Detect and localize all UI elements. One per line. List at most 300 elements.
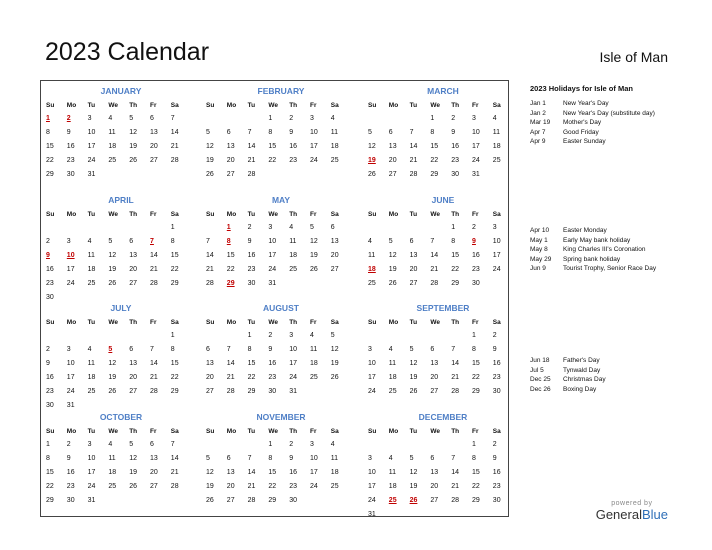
day-cell: 12	[129, 455, 137, 462]
day-cell: 27	[330, 266, 339, 273]
holiday-date: Apr 9	[530, 138, 546, 145]
holiday-name: Good Friday	[563, 128, 599, 136]
day-cell: 1	[170, 332, 175, 339]
day-cell: 1	[268, 441, 273, 448]
day-cell: 4	[289, 224, 294, 231]
day-cell: 20	[206, 374, 214, 381]
day-cell: 23	[492, 374, 501, 381]
weekday-header: Sa	[330, 102, 339, 109]
day-cell: 6	[129, 238, 134, 245]
day-cell: 30	[472, 280, 480, 287]
weekday-header: Su	[368, 211, 377, 218]
weekday-header: Sa	[492, 102, 501, 109]
day-cell: 22	[268, 483, 277, 490]
brand-name	[596, 507, 668, 522]
day-cell: 29	[46, 171, 54, 178]
day-cell: 26	[129, 483, 137, 490]
day-cell: 31	[289, 388, 297, 395]
day-cell: 18	[108, 143, 117, 150]
day-cell: 14	[247, 143, 256, 150]
day-cell: 20	[129, 266, 137, 273]
weekday-header: Su	[46, 211, 55, 218]
day-cell: 9	[492, 455, 497, 462]
day-cell: 20	[330, 252, 339, 259]
day-cell: 28	[150, 280, 158, 287]
day-cell: 24	[87, 483, 96, 490]
day-cell: 1	[46, 441, 50, 448]
weekday-header: Su	[206, 211, 215, 218]
day-cell: 24	[310, 483, 318, 490]
day-cell: 15	[451, 252, 459, 259]
day-cell: 15	[247, 360, 256, 367]
holiday-row	[530, 367, 690, 376]
day-cell: 13	[226, 469, 235, 476]
day-cell: 10	[87, 455, 96, 462]
day-cell: 15	[226, 252, 235, 259]
weekday-header: Th	[451, 102, 460, 109]
day-cell: 7	[451, 346, 456, 353]
weekday-header: Th	[289, 102, 298, 109]
day-cell: 4	[388, 346, 393, 353]
day-cell: 19	[206, 483, 214, 490]
day-cell: 26	[330, 374, 339, 381]
day-cell: 12	[388, 252, 397, 259]
holiday-row	[530, 376, 690, 385]
holiday-name: Easter Monday	[563, 227, 607, 234]
day-cell: 29	[430, 171, 439, 178]
weekday-header: Th	[129, 428, 138, 435]
day-cell: 17	[310, 143, 318, 150]
day-cell: 10	[289, 346, 297, 353]
weekday-header: We	[268, 319, 279, 326]
weekday-header: Sa	[170, 319, 179, 326]
weekday-header: Mo	[226, 102, 237, 109]
day-cell: 30	[451, 171, 459, 178]
day-cell: 18	[108, 469, 117, 476]
day-cell: 5	[129, 441, 134, 448]
day-cell: 25	[87, 280, 96, 287]
holiday-row	[530, 265, 690, 274]
weekday-header: Mo	[66, 428, 77, 435]
day-cell: 19	[129, 143, 137, 150]
day-cell: 10	[368, 360, 376, 367]
day-cell: 4	[330, 441, 335, 448]
day-cell: 1	[268, 115, 273, 122]
day-cell: 14	[206, 252, 214, 259]
day-cell: 15	[46, 143, 54, 150]
day-cell: 11	[289, 238, 297, 245]
weekday-header: Mo	[66, 102, 77, 109]
day-cell: 2	[46, 238, 50, 245]
day-cell: 8	[430, 129, 435, 136]
day-cell: 17	[66, 374, 75, 381]
holiday-day-cell: 9	[46, 252, 50, 259]
day-cell: 23	[451, 157, 459, 164]
day-cell: 13	[129, 360, 137, 367]
day-cell: 23	[492, 483, 501, 490]
day-cell: 16	[472, 252, 480, 259]
weekday-header: We	[268, 428, 279, 435]
holidays-title: 2023 Holidays for Isle of Man	[530, 84, 633, 93]
day-cell: 24	[310, 157, 318, 164]
day-cell: 4	[87, 238, 92, 245]
day-cell: 4	[492, 115, 497, 122]
day-cell: 5	[129, 115, 134, 122]
day-cell: 15	[170, 360, 179, 367]
day-cell: 11	[492, 129, 501, 136]
day-cell: 27	[226, 171, 235, 178]
brand-logo	[596, 500, 668, 522]
holiday-date: Mar 19	[530, 119, 551, 126]
day-cell: 24	[268, 266, 277, 273]
day-cell: 3	[368, 455, 372, 462]
day-cell: 20	[150, 143, 158, 150]
weekday-header: Fr	[150, 319, 157, 326]
weekday-header: We	[268, 102, 279, 109]
day-cell: 24	[472, 157, 480, 164]
brand-general: General	[595, 507, 642, 522]
day-cell: 21	[451, 483, 459, 490]
day-cell: 17	[87, 143, 96, 150]
day-cell: 6	[206, 346, 210, 353]
day-cell: 28	[206, 280, 214, 287]
day-cell: 20	[150, 469, 158, 476]
day-cell: 22	[46, 157, 54, 164]
weekday-header: We	[108, 102, 119, 109]
holiday-row	[530, 256, 690, 265]
day-cell: 23	[289, 157, 297, 164]
day-cell: 7	[226, 346, 231, 353]
holiday-name: Boxing Day	[563, 385, 597, 393]
day-cell: 10	[310, 455, 318, 462]
day-cell: 28	[226, 388, 235, 395]
holiday-group	[530, 227, 690, 275]
day-cell: 16	[46, 374, 54, 381]
month-name: JUNE	[431, 195, 455, 205]
day-cell: 25	[310, 374, 318, 381]
day-cell: 12	[108, 360, 117, 367]
weekday-header: We	[108, 428, 119, 435]
day-cell: 29	[170, 280, 179, 287]
day-cell: 3	[268, 224, 273, 231]
holiday-row	[530, 357, 690, 366]
day-cell: 24	[289, 374, 297, 381]
day-cell: 21	[150, 374, 158, 381]
page-title: 2023 Calendar	[45, 38, 210, 66]
day-cell: 4	[310, 332, 314, 339]
day-cell: 5	[409, 346, 414, 353]
day-cell: 26	[409, 388, 418, 395]
day-cell: 3	[310, 115, 314, 122]
day-cell: 27	[409, 280, 418, 287]
day-cell: 28	[247, 497, 256, 504]
day-cell: 26	[368, 171, 376, 178]
month-name: APRIL	[108, 195, 134, 205]
holiday-day-cell: 7	[150, 238, 154, 245]
weekday-header: Su	[368, 102, 377, 109]
day-cell: 22	[430, 157, 439, 164]
day-cell: 2	[492, 441, 497, 448]
day-cell: 2	[247, 224, 252, 231]
weekday-header: Sa	[170, 102, 179, 109]
day-cell: 24	[66, 280, 75, 287]
day-cell: 5	[310, 224, 314, 231]
holiday-day-cell: 2	[66, 115, 71, 122]
weekday-header: Tu	[247, 319, 256, 326]
day-cell: 18	[388, 374, 397, 381]
weekday-header: Sa	[330, 211, 339, 218]
day-cell: 12	[129, 129, 137, 136]
day-cell: 7	[409, 129, 414, 136]
holiday-row	[530, 100, 690, 109]
day-cell: 6	[129, 346, 134, 353]
weekday-header: Su	[206, 102, 215, 109]
day-cell: 22	[451, 266, 459, 273]
holiday-day-cell: 1	[46, 115, 50, 122]
day-cell: 24	[368, 497, 376, 504]
day-cell: 11	[310, 346, 318, 353]
day-cell: 28	[150, 388, 158, 395]
day-cell: 8	[451, 238, 456, 245]
day-cell: 23	[472, 266, 480, 273]
day-cell: 3	[310, 441, 314, 448]
day-cell: 22	[170, 266, 179, 273]
month-name: JULY	[110, 303, 132, 313]
day-cell: 18	[310, 360, 318, 367]
day-cell: 2	[289, 115, 294, 122]
day-cell: 20	[409, 266, 418, 273]
day-cell: 4	[368, 238, 372, 245]
day-cell: 17	[66, 266, 75, 273]
day-cell: 21	[206, 266, 214, 273]
day-cell: 23	[289, 483, 297, 490]
day-cell: 4	[108, 115, 113, 122]
weekday-header: Su	[368, 319, 377, 326]
weekday-header: We	[430, 102, 441, 109]
day-cell: 11	[87, 360, 95, 367]
day-cell: 10	[87, 129, 96, 136]
day-cell: 10	[368, 469, 376, 476]
weekday-header: Tu	[409, 211, 418, 218]
weekday-header: Mo	[226, 319, 237, 326]
day-cell: 1	[451, 224, 456, 231]
weekday-header: We	[268, 211, 279, 218]
day-cell: 15	[46, 469, 54, 476]
day-cell: 7	[430, 238, 435, 245]
day-cell: 13	[409, 252, 418, 259]
day-cell: 27	[150, 157, 158, 164]
day-cell: 8	[46, 129, 50, 136]
day-cell: 29	[247, 388, 256, 395]
holiday-day-cell: 1	[226, 224, 231, 231]
day-cell: 4	[108, 441, 113, 448]
day-cell: 23	[66, 483, 75, 490]
holiday-date: May 29	[530, 255, 552, 263]
day-cell: 17	[368, 483, 376, 490]
holiday-row	[530, 386, 690, 395]
day-cell: 16	[247, 252, 256, 259]
weekday-header: Tu	[409, 428, 418, 435]
weekday-header: Tu	[87, 102, 96, 109]
day-cell: 13	[388, 143, 397, 150]
weekday-header: We	[430, 319, 441, 326]
weekday-header: Su	[46, 319, 55, 326]
day-cell: 3	[368, 346, 372, 353]
weekday-header: Fr	[472, 319, 479, 326]
holiday-name: Spring bank holiday	[563, 255, 621, 263]
month-name: SEPTEMBER	[416, 303, 470, 313]
day-cell: 14	[430, 252, 439, 259]
holiday-day-cell: 5	[108, 346, 113, 353]
day-cell: 30	[247, 280, 256, 287]
day-cell: 25	[330, 157, 339, 164]
day-cell: 27	[226, 497, 235, 504]
holiday-name: Mother's Day	[563, 119, 602, 126]
holiday-row	[530, 119, 690, 128]
holiday-date: May 1	[530, 236, 548, 244]
day-cell: 31	[66, 402, 75, 409]
month-name: MAY	[271, 195, 291, 205]
day-cell: 14	[226, 360, 235, 367]
day-cell: 9	[66, 129, 71, 136]
day-cell: 26	[310, 266, 318, 273]
day-cell: 8	[268, 129, 273, 136]
holiday-row	[530, 129, 690, 138]
day-cell: 27	[430, 388, 439, 395]
day-cell: 9	[289, 129, 294, 136]
day-cell: 16	[451, 143, 459, 150]
weekday-header: Su	[206, 428, 215, 435]
weekday-header: Su	[368, 428, 377, 435]
day-cell: 10	[472, 129, 480, 136]
day-cell: 8	[170, 238, 175, 245]
day-cell: 13	[226, 143, 235, 150]
day-cell: 13	[430, 469, 439, 476]
month-name: JANUARY	[100, 86, 142, 96]
day-cell: 6	[388, 129, 393, 136]
day-cell: 25	[87, 388, 96, 395]
day-cell: 10	[268, 238, 277, 245]
day-cell: 1	[472, 441, 476, 448]
day-cell: 5	[108, 238, 113, 245]
day-cell: 29	[268, 497, 277, 504]
holiday-date: Dec 26	[530, 385, 551, 393]
day-cell: 22	[46, 483, 54, 490]
day-cell: 3	[87, 441, 92, 448]
holiday-name: Easter Sunday	[563, 138, 606, 145]
day-cell: 31	[87, 497, 96, 504]
weekday-header: Fr	[310, 102, 317, 109]
weekday-header: Th	[289, 211, 298, 218]
day-cell: 17	[368, 374, 376, 381]
weekday-header: Mo	[66, 319, 77, 326]
day-cell: 12	[409, 469, 418, 476]
weekday-header: Fr	[150, 102, 157, 109]
day-cell: 10	[310, 129, 318, 136]
day-cell: 26	[129, 157, 137, 164]
holiday-day-cell: 18	[368, 266, 376, 273]
day-cell: 30	[268, 388, 277, 395]
day-cell: 4	[388, 455, 393, 462]
holiday-date: Jan 1	[530, 100, 546, 107]
weekday-header: Th	[451, 428, 460, 435]
day-cell: 30	[66, 171, 75, 178]
day-cell: 15	[170, 252, 179, 259]
day-cell: 4	[330, 115, 335, 122]
day-cell: 18	[330, 143, 339, 150]
day-cell: 29	[472, 388, 480, 395]
weekday-header: Fr	[310, 319, 317, 326]
weekday-header: Su	[206, 319, 215, 326]
day-cell: 18	[87, 374, 96, 381]
day-cell: 6	[430, 455, 435, 462]
day-cell: 24	[66, 388, 75, 395]
weekday-header: Fr	[310, 428, 317, 435]
day-cell: 15	[472, 360, 480, 367]
day-cell: 21	[409, 157, 418, 164]
day-cell: 23	[268, 374, 277, 381]
day-cell: 9	[492, 346, 497, 353]
day-cell: 14	[451, 360, 459, 367]
holiday-row	[530, 246, 690, 255]
day-cell: 13	[129, 252, 137, 259]
day-cell: 21	[170, 469, 179, 476]
holiday-day-cell: 19	[368, 157, 376, 164]
day-cell: 3	[66, 346, 71, 353]
month-name: OCTOBER	[99, 412, 143, 422]
weekday-header: Tu	[247, 211, 256, 218]
weekday-header: Fr	[472, 102, 479, 109]
weekday-header: Su	[46, 102, 55, 109]
weekday-header: Sa	[330, 428, 339, 435]
holiday-date: Jul 5	[530, 366, 544, 374]
day-cell: 16	[268, 360, 277, 367]
day-cell: 5	[409, 455, 414, 462]
day-cell: 12	[409, 360, 418, 367]
day-cell: 8	[46, 455, 50, 462]
day-cell: 1	[472, 332, 476, 339]
day-cell: 19	[310, 252, 318, 259]
day-cell: 21	[247, 483, 256, 490]
day-cell: 20	[430, 483, 439, 490]
day-cell: 18	[289, 252, 297, 259]
day-cell: 25	[108, 483, 117, 490]
day-cell: 25	[388, 388, 397, 395]
day-cell: 25	[289, 266, 297, 273]
day-cell: 21	[226, 374, 235, 381]
holiday-day-cell: 9	[472, 238, 476, 245]
holiday-day-cell: 8	[226, 238, 231, 245]
day-cell: 9	[451, 129, 456, 136]
day-cell: 6	[330, 224, 335, 231]
day-cell: 28	[430, 280, 439, 287]
weekday-header: Th	[451, 211, 460, 218]
day-cell: 11	[368, 252, 376, 259]
day-cell: 13	[150, 129, 158, 136]
weekday-header: Fr	[150, 428, 157, 435]
day-cell: 8	[170, 346, 175, 353]
day-cell: 17	[310, 469, 318, 476]
holiday-name: New Year's Day	[563, 100, 609, 107]
day-cell: 19	[206, 157, 214, 164]
day-cell: 14	[170, 129, 179, 136]
day-cell: 6	[430, 346, 435, 353]
day-cell: 21	[451, 374, 459, 381]
day-cell: 6	[409, 238, 414, 245]
day-cell: 1	[430, 115, 435, 122]
day-cell: 2	[289, 441, 294, 448]
day-cell: 8	[472, 455, 476, 462]
